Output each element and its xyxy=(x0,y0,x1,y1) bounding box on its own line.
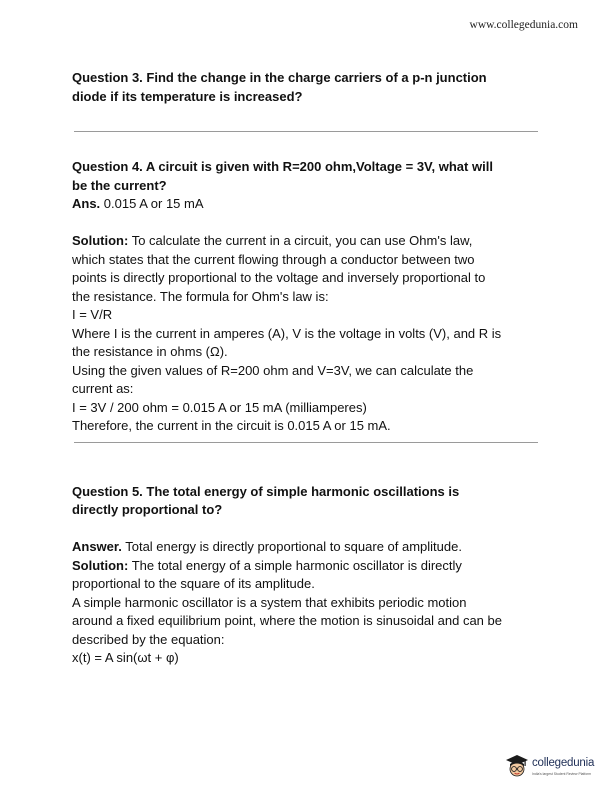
question-3-text-line-2: diode if its temperature is increased? xyxy=(72,88,303,104)
answer-text: Total energy is directly proportional to square of amplitude. xyxy=(121,539,462,554)
question-5 xyxy=(72,483,542,668)
site-url: www.collegedunia.com xyxy=(469,19,578,31)
solution-line: which states that the current flowing through a conductor between two xyxy=(72,251,475,267)
solution-line: described by the equation: xyxy=(72,631,225,647)
question-4-solution-line-1 xyxy=(72,232,542,251)
solution-line: around a fixed equilibrium point, where the motion is sinusoidal and can be xyxy=(72,613,502,628)
solution-line: A simple harmonic oscillator is a system that exhibits periodic motion xyxy=(72,594,467,610)
question-5-solution-line-1 xyxy=(72,557,542,576)
formula-line: I = V/R xyxy=(72,307,113,322)
answer-text: 0.015 A or 15 mA xyxy=(100,196,204,211)
solution-text: The total energy of a simple harmonic oscillator is directly xyxy=(128,557,462,573)
solution-line: the resistance. The formula for Ohm's law is: xyxy=(72,288,329,304)
question-5-text-line-1: Question 5. The total energy of simple harmonic oscillations is xyxy=(72,483,460,499)
question-4-answer xyxy=(72,195,542,214)
question-4-text-line-1: Question 4. A circuit is given with R=200 ohm,Voltage = 3V, what will xyxy=(72,159,493,174)
question-5-text-line-2: directly proportional to? xyxy=(72,502,223,517)
solution-line: Where I is the current in amperes (A), V is the voltage in volts (V), and R is xyxy=(72,325,502,341)
solution-label: Solution: xyxy=(72,233,129,248)
solution-line: the resistance in ohms (Ω). xyxy=(72,344,228,359)
solution-text: To calculate the current in a circuit, you can use Ohm's law, xyxy=(128,233,473,248)
formula-line: x(t) = A sin(ωt + φ) xyxy=(72,650,179,665)
logo-text: collegedunia xyxy=(532,757,595,769)
question-5-answer xyxy=(72,538,542,557)
solution-label: Solution: xyxy=(72,557,129,573)
document-body xyxy=(72,69,542,668)
formula-line: I = 3V / 200 ohm = 0.015 A or 15 mA (milliamperes) xyxy=(72,399,367,415)
collegedunia-logo xyxy=(505,754,600,784)
solution-line: proportional to the square of its amplitude. xyxy=(72,576,315,591)
answer-label: Answer. xyxy=(72,539,122,554)
answer-label: Ans. xyxy=(72,196,101,211)
question-4 xyxy=(72,158,542,436)
solution-line: current as: xyxy=(72,381,134,396)
solution-line: Therefore, the current in the circuit is 0.015 A or 15 mA. xyxy=(72,418,391,433)
question-4-text-line-2: be the current? xyxy=(72,177,167,193)
graduate-mascot-icon xyxy=(505,754,529,780)
logo-tagline: India's largest Student Review Platform xyxy=(532,772,592,776)
question-3 xyxy=(72,69,542,106)
solution-line: Using the given values of R=200 ohm and V=3V, we can calculate the xyxy=(72,362,474,378)
question-3-text-line-1: Question 3. Find the change in the charge carriers of a p-n junction xyxy=(72,70,487,85)
solution-line: points is directly proportional to the voltage and inversely proportional to xyxy=(72,270,486,285)
